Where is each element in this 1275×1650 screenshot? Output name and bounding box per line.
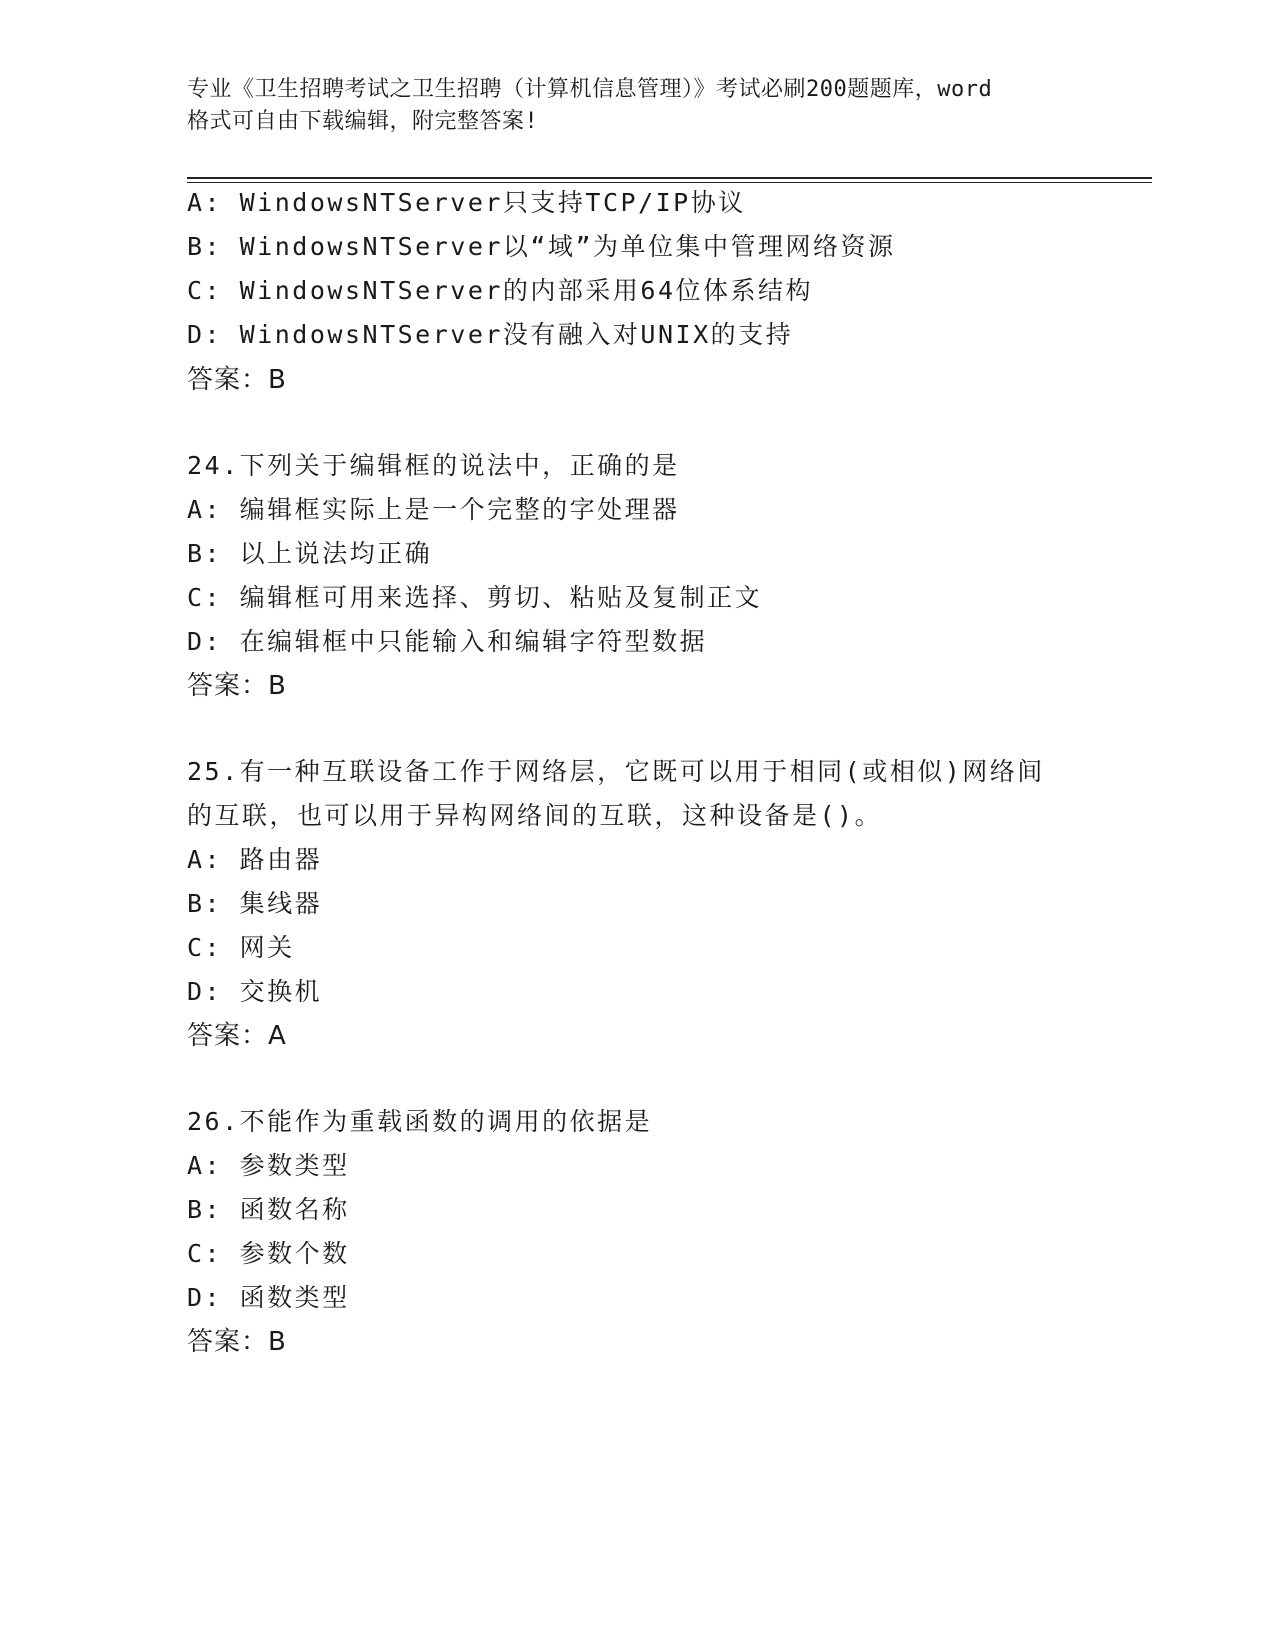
q26-option-a: A: 参数类型: [187, 1151, 350, 1180]
q24-option-b: B: 以上说法均正确: [187, 539, 433, 568]
q24-option-d: D: 在编辑框中只能输入和编辑字符型数据: [187, 627, 708, 656]
header-divider-thick: [187, 177, 1152, 179]
q23-option-d: D: WindowsNTServer没有融入对UNIX的支持: [187, 320, 794, 349]
q24-option-c: C: 编辑框可用来选择、剪切、粘贴及复制正文: [187, 583, 763, 612]
q24-option-a: A: 编辑框实际上是一个完整的字处理器: [187, 495, 680, 524]
q25-option-c: C: 网关: [187, 933, 295, 962]
q25-option-d: D: 交换机: [187, 977, 323, 1006]
q25-stem-line-1: 25.有一种互联设备工作于网络层，它既可以用于相同(或相似)网络间: [187, 757, 1045, 786]
q26-answer: 答案：B: [187, 1327, 287, 1357]
header-line-1: 专业《卫生招聘考试之卫生招聘（计算机信息管理）》考试必刷200题题库，word: [187, 77, 993, 102]
q25-answer: 答案：A: [187, 1021, 287, 1051]
header-line-2: 格式可自由下载编辑，附完整答案!: [187, 109, 539, 134]
q24-stem: 24.下列关于编辑框的说法中，正确的是: [187, 451, 680, 480]
q23-answer: 答案：B: [187, 365, 287, 395]
q23-option-b: B: WindowsNTServer以“域”为单位集中管理网络资源: [187, 232, 896, 261]
q25-stem-line-2: 的互联，也可以用于异构网络间的互联，这种设备是()。: [187, 801, 883, 830]
q25-option-b: B: 集线器: [187, 889, 323, 918]
q26-stem: 26.不能作为重载函数的调用的依据是: [187, 1107, 653, 1136]
q23-option-c: C: WindowsNTServer的内部采用64位体系结构: [187, 276, 814, 305]
q26-option-c: C: 参数个数: [187, 1239, 350, 1268]
q26-option-b: B: 函数名称: [187, 1195, 350, 1224]
q25-option-a: A: 路由器: [187, 845, 323, 874]
q26-option-d: D: 函数类型: [187, 1283, 350, 1312]
q23-option-a: A: WindowsNTServer只支持TCP/IP协议: [187, 188, 746, 217]
header-divider-thin: [187, 182, 1152, 183]
document-header: [187, 74, 1087, 138]
q24-answer: 答案：B: [187, 671, 287, 701]
